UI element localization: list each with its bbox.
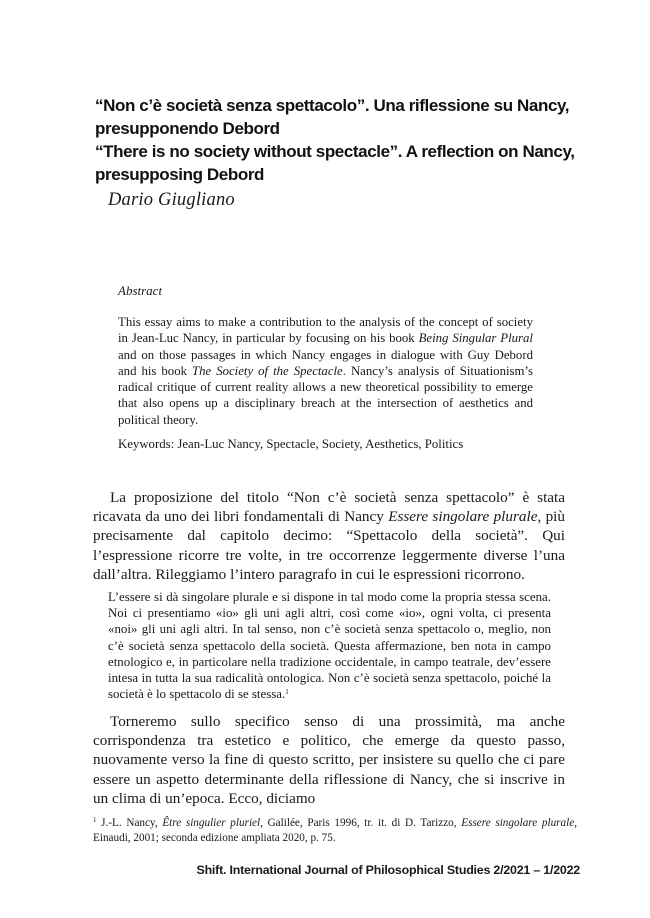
quote-text: L’essere si dà singolare plurale e si dispone in tal modo come la propria stessa scena. Noi ci presentiamo «io» gli uni agli altri, così come «io», ogni volta, ci presenta «noi» gli uni agli altri. In tal senso, non c’è società senza spettacolo o, meglio, non c’è società senza spettacolo della società. Questa affermazione, ben nota in campo etnologico e, in particolare nella tradizione occidentale, in campo teatrale, dev’essere intesa in tutta la sua radicalità ontologica. Non c’è società senza spettacolo, poiché la società è lo spettacolo di se stessa. xyxy=(108,590,551,702)
footnote-book-title: Essere singolare plurale xyxy=(461,817,575,829)
footnote-book-title: Être singulier pluriel, xyxy=(162,817,263,829)
abstract-text xyxy=(118,314,533,428)
body-book-title: Essere singolare plurale xyxy=(388,508,538,526)
article-title xyxy=(95,94,595,186)
abstract-text-part: . Nancy’s analysis of Situationism’s radical critique of current reality allows a new theoretical possibility to emerge that also opens up a disciplinary breach at the intersection of aesthetics and political theory. xyxy=(118,363,533,427)
title-english-line-2: presupposing Debord xyxy=(95,165,265,184)
body-text-part: La proposizione del titolo “Non c’è società senza spettacolo” è stata ricavata da uno dei libri fondamentali di Nancy xyxy=(93,489,565,526)
body-text-part: , più precisamente dal capitolo decimo: “Spettacolo della società”. Qui l’espressione ricorre tre volte, in tre occorrenze leggermente diverse l’una dall’altra. Rileggiamo l’intero paragrafo in cui le espressioni ricorrono. xyxy=(93,508,565,583)
journal-footer: Shift. International Journal of Philosophical Studies 2/2021 – 1/2022 xyxy=(196,863,580,877)
title-italian-line-2: presupponendo Debord xyxy=(95,119,280,138)
title-italian-line-1: “Non c’è società senza spettacolo”. Una riflessione su Nancy, xyxy=(95,96,570,115)
footnote-number: 1 xyxy=(93,816,97,824)
abstract-book-title: The Society of the Spectacle xyxy=(192,363,343,378)
keywords: Keywords: Jean-Luc Nancy, Spectacle, Society, Aesthetics, Politics xyxy=(118,437,464,451)
title-english-line-1: “There is no society without spectacle”. A reflection on Nancy, xyxy=(95,142,575,161)
body-paragraph xyxy=(93,488,565,584)
footnote-reference[interactable]: 1 xyxy=(285,688,289,697)
abstract-text-part: and on those passages in which Nancy engages in dialogue with Guy Debord and his book xyxy=(118,347,533,378)
abstract-book-title: Being Singular Plural xyxy=(418,331,533,346)
body-paragraph: Torneremo sullo specifico senso di una prossimità, ma anche corrispondenza tra estetico e politico, che emerge da questo passo, nuovamente verso la fine di questo scritto, per insistere su quello che ci pare essere un aspetto determinante della riflessione di Nancy, che si inscrive in un clima di un’epoca. Ecco, diciamo xyxy=(93,713,565,807)
abstract-text-part: This essay aims to make a contribution to the analysis of the concept of society in Jean-Luc Nancy, in particular by focusing on his book xyxy=(118,315,533,346)
footnote-text-part: J.-L. Nancy, xyxy=(96,817,163,829)
abstract-heading: Abstract xyxy=(118,283,163,298)
footnote-text-part: Galilée, Paris 1996, tr. it. di D. Tarizzo, xyxy=(262,817,462,829)
footnote xyxy=(93,816,577,846)
author-name: Dario Giugliano xyxy=(108,190,235,210)
block-quote xyxy=(108,589,551,702)
footnote-text-part: , Einaudi, 2001; seconda edizione ampliata 2020, p. 75. xyxy=(93,817,577,844)
